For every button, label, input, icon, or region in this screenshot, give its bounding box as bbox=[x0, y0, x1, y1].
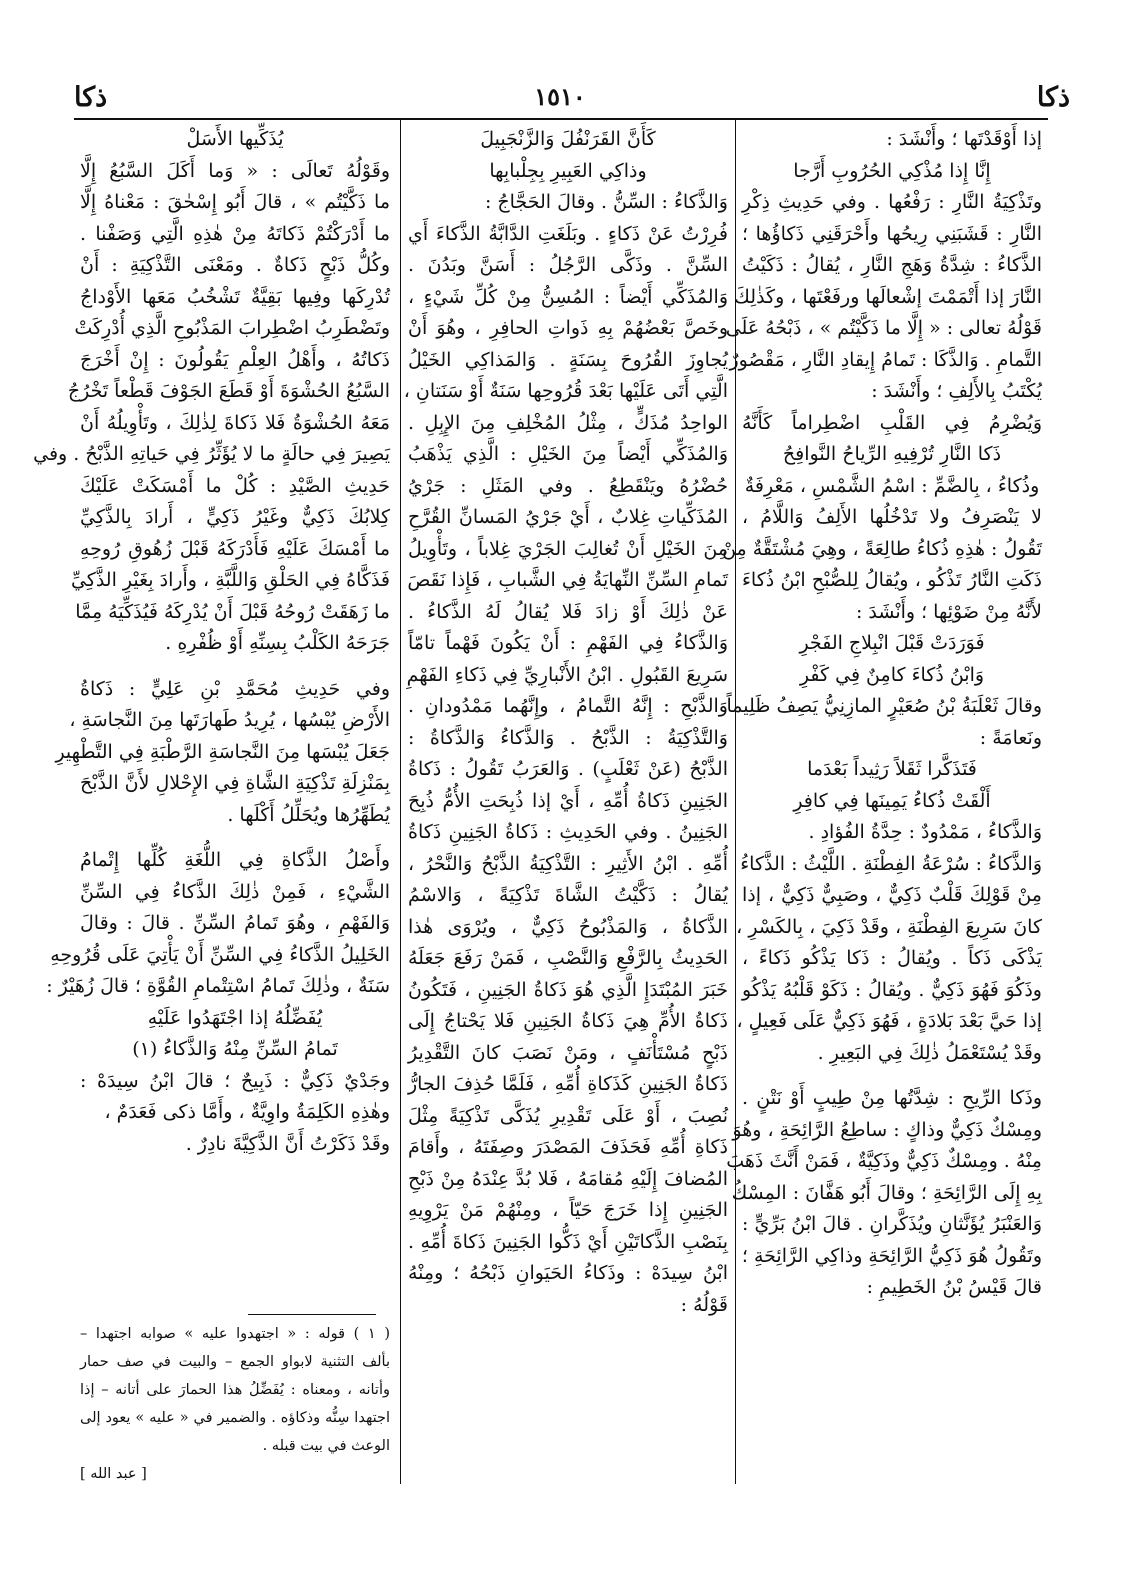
text-line: وَالذَّكاءُ : سُرْعَةُ الفِطْنَةِ . اللَّيْثُ : الذَّكاءُ bbox=[740, 852, 1042, 875]
column-divider-left bbox=[400, 118, 401, 1484]
text-line: ذَكَتِ النَّارُ تَذْكُو ، ويُقالُ لِلصُّبْحِ ابْنُ ذُكاءَ bbox=[742, 569, 1042, 591]
text-line: ونَعامَةً : bbox=[979, 726, 1042, 749]
text-line: وقَوْلُهُ تَعالَى : « وَما أَكَلَ السَّبُعُ إِلَّا bbox=[80, 159, 390, 182]
text-line: ما أَمْسَكَ عَلَيْهِ فَأَدْرَكَهُ قَبْلَ زُهُوقِ رُوحِهِ bbox=[80, 537, 390, 560]
text-line: كِلابُكَ ذَكِيٌّ وغَيْرُ ذَكِيٍّ ، أَرادَ بِالذَّكِيِّ bbox=[80, 506, 390, 528]
text-line: ذَكا النَّارِ تُرْفِيهِ الرِّياحُ النَّوافِحُ bbox=[782, 443, 1002, 465]
text-line: السَّبُعُ الحُشْوَةَ أَوْ قَطَعَ الجَوْفَ قَطْعاً تَخْرُجُ bbox=[67, 380, 390, 402]
text-line: يَذْكَى ذَكاً . ويُقالُ : ذَكا يَذْكُو ذَكاءً ، bbox=[742, 947, 1042, 969]
text-line: وَالفَهْمِ ، وهُوَ تَمامُ السِّنِّ . قالَ : وقالَ bbox=[80, 912, 390, 934]
text-line: وهٰذِهِ الكَلِمَةُ واوِيَّةٌ ، وأَمَّا ذكى فَعَدَمٌ ، bbox=[104, 1101, 390, 1123]
text-line: حُضْرُهُ ويَنْقَطِعُ . وفي المَثَلِ : جَرْيُ bbox=[408, 474, 728, 497]
text-line: وفي حَدِيثِ مُحَمَّدِ بْنِ عَلِيٍّ : ذَكاةُ bbox=[80, 677, 390, 700]
text-line: وَيُضْرِمُ فِي القَلْبِ اضْطِراماً كَأَنَّهُ bbox=[742, 411, 1042, 434]
text-line: وَالعَنْبَرُ يُؤَنَّثانِ ويُذَكَّرانِ . قالَ ابْنُ بَرِّيٍّ : bbox=[742, 1213, 1042, 1235]
text-line: وذَكُوَ فَهُوَ ذَكِيٌّ . ويُقالُ : ذَكَوْ قَلْبُهُ يَذْكُو bbox=[742, 978, 1042, 1001]
text-line: الجَنِينِ إِذا خَرَجَ حَيّاً ، ومِنْهُمْ مَنْ يَرْوِيهِ bbox=[408, 1199, 728, 1221]
text-line: إِنَّا إِذا مُذْكِي الحُرُوبِ أَرَّجا bbox=[793, 159, 991, 182]
text-line: قالَ قَيْسُ بْنُ الخَطِيمِ : bbox=[866, 1276, 1042, 1298]
text-line: تُدْرِكَها وفِيها بَقِيَّةٌ تَشْخُبُ مَعَها الأَوْداجُ bbox=[80, 285, 390, 308]
text-line: ذَبْحٍ مُسْتَأْنَفٍ ، ومَنْ نَصَبَ كانَ التَّقْدِيرُ bbox=[408, 1041, 728, 1064]
text-line: وَالمُذَكِّي أَيْضاً : المُسِنُّ مِنْ كُلِّ شَيْءٍ ، bbox=[408, 285, 728, 308]
text-line: تَقُولُ : هٰذِهِ ذُكاءُ طالِعَةً ، وهِيَ مُشْتَقَّةٌ مِنْ bbox=[722, 537, 1042, 560]
text-line: تَمامِ السِّنِّ النِّهايَةُ فِي الشَّبابِ ، فَإِذا نَقَصَ bbox=[407, 569, 728, 591]
text-line: الواحِدُ مُذَكٍّ ، مِثْلُ المُخْلِفِ مِنَ الإِبِلِ . bbox=[408, 411, 728, 434]
page-number: ١٥١٠ bbox=[534, 82, 586, 111]
text-line: وذاكِي العَبِيرِ بِجِلْبابِها bbox=[489, 159, 647, 182]
text-line: التَّمامِ . وَالذَّكَا : تَمامُ إِيقادِ النَّارِ ، مَقْصُورٌ bbox=[729, 348, 1042, 371]
text-line: ما زَهَقَتْ رُوحُهُ قَبْلَ أَنْ يُدْرِكَهُ فَيُذَكِّيَهُ مِمَّا bbox=[75, 600, 390, 623]
text-line: يُجاوِزَ القُرُوحَ بِسَنَةٍ . وَالمَذاكِي الخَيْلُ bbox=[408, 348, 728, 371]
column-middle bbox=[403, 124, 728, 1321]
text-line: سَرِيعَ القَبُولِ . ابْنُ الأَنْبارِيِّ فِي ذَكاءِ الفَهْمِ bbox=[406, 663, 728, 686]
text-line: بِنَصْبِ الذَّكاتَيْنِ أَيْ ذَكُّوا الجَنِينَ ذَكاةَ أُمِّهِ . bbox=[408, 1230, 728, 1253]
text-line: وذَكا الرِّيحِ : شِدَّتُها مِنْ طِيبٍ أَوْ نَتْنٍ . bbox=[742, 1087, 1042, 1109]
text-line: قَوْلُهُ تعالى : « إِلَّا ما ذَكَّيْتُم » ، ذَبْحُهُ عَلَى bbox=[725, 317, 1042, 339]
footnote-line: اجتهدا سِنُّه وذكاؤه . والضمير في « عليه » يعود إلى bbox=[80, 1410, 390, 1426]
text-line: وَالتَّذْكِيَةُ : الذَّبْحُ . وَالذَّكاءُ وَالذَّكاةُ : bbox=[408, 726, 728, 749]
text-line: وَالمُذَكِّي أَيْضاً مِنَ الخَيْلِ : الَّذِي يَذْهَبُ bbox=[408, 443, 728, 465]
footnote-line: بألف التثنية لابواو الجمع – والبيت في صف حمار bbox=[80, 1354, 390, 1370]
footnote-signature: [ عبد الله ] bbox=[80, 1466, 147, 1482]
text-line: وقَدْ ذَكَرْتُ أَنَّ الذَّكِيَّةَ نادِرٌ . bbox=[185, 1132, 390, 1155]
text-line: نُصِبَ ، أَوْ عَلَى تَقْدِيرِ يُذَكَّى تَذْكِيَةً مِثْلَ bbox=[408, 1104, 728, 1127]
text-line: يُذَكِّيها الأَسَلْ bbox=[186, 128, 284, 150]
text-line: وَالذَّكاءُ ، مَمْدُودٌ : حِدَّةُ الفُؤادِ . bbox=[808, 821, 1042, 843]
text-line: قَوْلُهُ : bbox=[680, 1293, 728, 1316]
text-line: وتَذْكِيَةُ النَّارِ : رَفْعُها . وفي حَدِيثِ ذِكْرِ bbox=[742, 191, 1042, 213]
text-line: وجَدْيٌ ذَكِيٌّ : ذَبِيحٌ ؛ قالَ ابْنُ سِيدَهْ : bbox=[80, 1069, 390, 1092]
text-line: ذَكاةُ الجَنِينِ كَذَكاةِ أُمِّهِ ، فَلَمَّا حُذِفَ الجارُّ bbox=[408, 1073, 728, 1095]
text-line: الَّتِي أَتَى عَلَيْها بَعْدَ قُرُوحِها سَنَةٌ أَوْ سَنَتانِ ، bbox=[403, 380, 728, 402]
text-line: إذا أَوْقَدْتَها ؛ وأَنْشَدَ : bbox=[886, 128, 1042, 150]
text-line: لأَنَّهُ مِنْ ضَوْئِها ؛ وأَنْشَدَ : bbox=[855, 600, 1042, 623]
footnote-line: الوعث في بيت قبله . bbox=[262, 1438, 390, 1454]
text-line: النَّارَ إذا أَتْمَمْتَ إشْعالَها ورفَعْتَها ، وكَذٰلِكَ bbox=[734, 285, 1042, 308]
text-line: الحَدِيثُ بِالرَّفْعِ وَالنَّصْبِ ، فَمَنْ رَفَعَ جَعَلَهُ bbox=[408, 947, 728, 969]
text-line: بِهِ إِلَى الرَّائِحَةِ ؛ وقالَ أَبُو هَفَّانَ : المِسْكُ bbox=[731, 1181, 1042, 1204]
text-line: أُمِّهِ . ابْنُ الأَثِيرِ : التَّذْكِيَةُ الذَّبْحُ وَالنَّحْرُ ، bbox=[408, 852, 728, 875]
text-line: الجَنِينِ ذَكاةُ أُمِّهِ ، أَيْ إذا ذُبِحَتِ الأُمُّ ذُبِحَ bbox=[408, 789, 728, 812]
text-line: ذَكاةِ أُمِّهِ فَحَذَفَ المَصْدَرَ وصِفَتَهُ ، وأَقامَ bbox=[408, 1136, 728, 1158]
text-line: وقالَ ثَعْلَبَةُ بْنُ صُعَيْرٍ المازِنِيُّ يَصِفُ ظَلِيماً bbox=[726, 695, 1042, 717]
text-line: جَرَحَهُ الكَلْبُ بِسِنِّهِ أَوْ ظُفْرِهِ . bbox=[165, 632, 390, 654]
text-line: تَمامُ السِّنِّ مِنْهُ وَالذَّكاءُ (١) bbox=[132, 1038, 338, 1060]
text-line: وَالذَّبْحِ : إِنَّهُ التَّمامُ ، وإِنَّهُما مَمْدُودانِ . bbox=[408, 695, 728, 717]
text-line: فَوَرَدَتْ قَبْلَ انْبِلاجِ الفَجْرِ bbox=[799, 632, 985, 654]
text-line: فُرِرْتُ عَنْ ذَكاءٍ . وبَلَغَتِ الدَّابَّةُ الذَّكاءَ أَي bbox=[408, 222, 728, 245]
text-line: ابْنُ سِيدَهْ : وذَكاءُ الحَيَوانِ ذَبْحُهُ ؛ ومِنْهُ bbox=[408, 1262, 728, 1284]
text-line: لا يَنْصَرِفُ ولا تَدْخُلُها الأَلِفُ وَاللَّامُ ، bbox=[742, 506, 1042, 528]
text-line: وَالذَّكاءُ فِي الفَهْمِ : أَنْ يَكُونَ فَهْماً تامّاً bbox=[408, 632, 728, 654]
text-line: فَذَكَّاهُ فِي الحَلْقِ وَاللَّبَّةِ ، وأَرادَ بِغَيْرِ الذَّكِيِّ bbox=[70, 569, 390, 591]
text-line: بِمَنْزِلَةِ تَذْكِيَةِ الشَّاةِ فِي الإِحْلالِ لأَنَّ الذَّبْحَ bbox=[80, 772, 390, 794]
text-line: وتَقُولُ هُوَ ذَكِيُّ الرَّائِحَةِ وذاكِي الرَّائِحَةِ ؛ bbox=[741, 1244, 1042, 1267]
footnote-rule bbox=[248, 1314, 376, 1315]
text-line: ومِسْكٌ ذَكِيٌّ وذاكٍ : ساطِعُ الرَّائِحَةِ ، وهُوَ bbox=[732, 1118, 1042, 1141]
text-line: جَعَلَ يُبْسَها مِنَ النَّجاسَةِ الرَّطْبَةِ فِي التَّطْهِيرِ bbox=[55, 740, 390, 763]
text-line: النَّارِ : قَشَبَنِي رِيحُها وأَحْرَقَنِي ذَكاؤُها ؛ bbox=[742, 222, 1042, 245]
text-line: وَالذَّكاءُ : السِّنُّ . وقالَ الحَجَّاجُ : bbox=[484, 191, 728, 213]
text-line: الذَّبْحُ (عَنْ ثَعْلَبٍ) . وَالعَرَبُ تَقُولُ : ذَكاةُ bbox=[408, 758, 728, 780]
text-line: يُقالُ : ذَكَّيْتُ الشَّاةَ تَذْكِيَةً ، وَالاسْمُ bbox=[408, 884, 728, 906]
text-line: الذَّكاءُ : شِدَّةُ وَهَجِ النَّارِ ، يُقالُ : ذَكَيْتُ bbox=[742, 254, 1042, 276]
text-line: وَابْنُ ذُكاءَ كامِنٌ فِي كَفْرِ bbox=[799, 663, 985, 686]
footnote-line: ( ١ ) قوله : « اجتهدوا عليه » صوابه اجتهدا – bbox=[80, 1326, 390, 1342]
text-line: كانَ سَرِيعَ الفِطْنَةِ ، وقَدْ ذَكِيَ ، بِالكَسْرِ ، bbox=[736, 915, 1042, 938]
text-line: مِنْ قَوْلِكَ قَلْبٌ ذَكِيٌّ ، وصَبِيٌّ ذَكِيٌّ ، إذا bbox=[742, 884, 1042, 906]
footnote bbox=[80, 1320, 390, 1488]
text-line: الأَرْضِ يُبْسُها ، يُرِيدُ طَهارَتَها مِنَ النَّجاسَةِ ، bbox=[69, 709, 390, 731]
text-line: فَتَذَكَّرا ثَقَلاً رَثِيداً بَعْدَما bbox=[807, 758, 977, 780]
text-line: وكُلُّ ذَبْحٍ ذَكاةٌ . ومَعْنَى التَّذْكِيَةِ : أَنْ bbox=[80, 254, 390, 276]
column-left bbox=[33, 124, 390, 1160]
text-line: كَأَنَّ القَرَنْفُلَ وَالزَّنْجَبِيلَ bbox=[480, 128, 656, 150]
text-line: مَعَهُ الحُشْوَةُ فَلا ذَكاةَ لِذٰلِكَ ، وتَأْوِيلُهُ أَنْ bbox=[80, 411, 390, 434]
text-line: السِّنَّ . وذَكَّى الرَّجُلُ : أَسَنَّ وبَدُنَ . bbox=[408, 254, 728, 276]
text-line: يُفَضِّلُهُ إذا اجْتَهَدُوا عَلَيْهِ bbox=[147, 1006, 323, 1029]
header-rule bbox=[74, 118, 1048, 120]
text-line: المُذَكِّياتِ غِلابٌ ، أَيْ جَرْيُ المَسانِّ القُرَّحِ bbox=[408, 506, 728, 528]
text-line: وخَصَّ بَعْضُهُمْ بِهِ ذَواتِ الحافِرِ ، وهُوَ أَنْ bbox=[408, 317, 728, 339]
header-entry-word-left: ذكا bbox=[74, 82, 108, 113]
text-line: الشَّيْءِ ، فَمِنْ ذٰلِكَ الذَّكاءُ فِي السِّنِّ bbox=[80, 880, 390, 903]
text-line: ما ذَكَّيْتُم » ، قالَ أَبُو إِسْحٰقَ : مَعْناهُ إِلَّا bbox=[80, 191, 390, 213]
text-line: المُضافَ إِلَيْهِ مُقامَهُ ، فَلا بُدَّ عِنْدَهُ مِنْ ذَبْحِ bbox=[408, 1167, 728, 1190]
column-right bbox=[722, 124, 1042, 1304]
text-line: مِنْهُ . ومِسْكٌ ذَكِيٌّ وذَكِيَّةٌ ، فَمَنْ أَنَّثَ ذَهَبَ bbox=[726, 1150, 1042, 1172]
footnote-line: وأتانه ، ومعناه : يُفَضِّلُ هذا الحمارَ على أتانه – إذا bbox=[80, 1382, 390, 1398]
text-line: عَنْ ذٰلِكَ أَوْ زادَ فَلا يُقالُ لَهُ الذَّكاءُ . bbox=[408, 600, 728, 623]
text-line: وأَصْلُ الذَّكاةِ فِي اللُّغَةِ كُلِّها إِتْمامُ bbox=[80, 849, 390, 871]
text-line: ذَكاةُ الأُمِّ هِيَ ذَكاةُ الجَنِينِ فَلا يَحْتاجُ إِلَى bbox=[408, 1010, 728, 1032]
header-entry-word-right: ذكا bbox=[1036, 82, 1070, 113]
text-line: مِنَ الخَيْلِ أَنْ تُغالِبَ الجَرْيَ غِلاباً ، وتَأْوِيلُ bbox=[408, 537, 728, 560]
text-line: الذَّكاةُ ، وَالمَذْبُوحُ ذَكِيٌّ ، ويُرْوَى هٰذا bbox=[408, 915, 728, 938]
text-line: أَلْقَتْ ذُكاءُ يَمِينَها فِي كافِرِ bbox=[793, 789, 991, 812]
text-line: وتَضْطَرِبُ اضْطِرابَ المَذْبُوحِ الَّذِي أُدْرِكَتْ bbox=[74, 317, 390, 339]
text-line: يُكْتَبُ بِالأَلِفِ ؛ وأَنْشَدَ : bbox=[871, 380, 1042, 402]
text-line: يَصِيرَ فِي حالَةٍ ما لا يُؤَثِّرُ فِي حَياتِهِ الذَّبْحُ . وفي bbox=[33, 443, 390, 465]
text-line: وقَدْ يُسْتَعْمَلُ ذٰلِكَ فِي البَعِيرِ . bbox=[817, 1041, 1042, 1064]
text-line: ما أَدْرَكْتُمْ ذَكاتَهُ مِنْ هٰذِهِ الَّتِي وَصَفْنا . bbox=[80, 222, 390, 245]
text-line: إذا حَيَّ بَعْدَ بَلادَةٍ ، فَهُوَ ذَكِيٌّ عَلَى فَعِيلٍ ، bbox=[736, 1010, 1042, 1032]
text-line: الخَلِيلُ الذَّكاءُ فِي السِّنِّ أَنْ يَأْتِيَ عَلَى قُرُوحِهِ bbox=[50, 943, 390, 966]
text-line: سَنَةٌ ، وذٰلِكَ تَمامُ اسْتِتْمامِ القُوَّةِ ؛ قالَ زُهَيْرٌ : bbox=[46, 975, 390, 997]
text-line: حَدِيثِ الصَّيْدِ : كُلْ ما أَمْسَكَتْ عَلَيْكَ bbox=[80, 474, 390, 497]
text-line: خَبَرَ المُبْتَدَإِ الَّذِي هُوَ ذَكاةُ الجَنِينِ ، فَتَكُونُ bbox=[408, 978, 728, 1001]
text-line: يُطَهِّرُها ويُحَلِّلُ أَكْلَها . bbox=[227, 803, 390, 826]
text-line: وذُكاءُ ، بِالضَّمِّ : اسْمُ الشَّمْسِ ، مَعْرِفَةٌ bbox=[744, 474, 1040, 497]
text-line: ذَكاتُهُ ، وأَهْلُ العِلْمِ يَقُولُونَ : إِنْ أَخْرَجَ bbox=[80, 348, 390, 371]
text-line: الجَنِينُ . وفي الحَدِيثِ : ذَكاةُ الجَنِينِ ذَكاةُ bbox=[408, 821, 728, 843]
